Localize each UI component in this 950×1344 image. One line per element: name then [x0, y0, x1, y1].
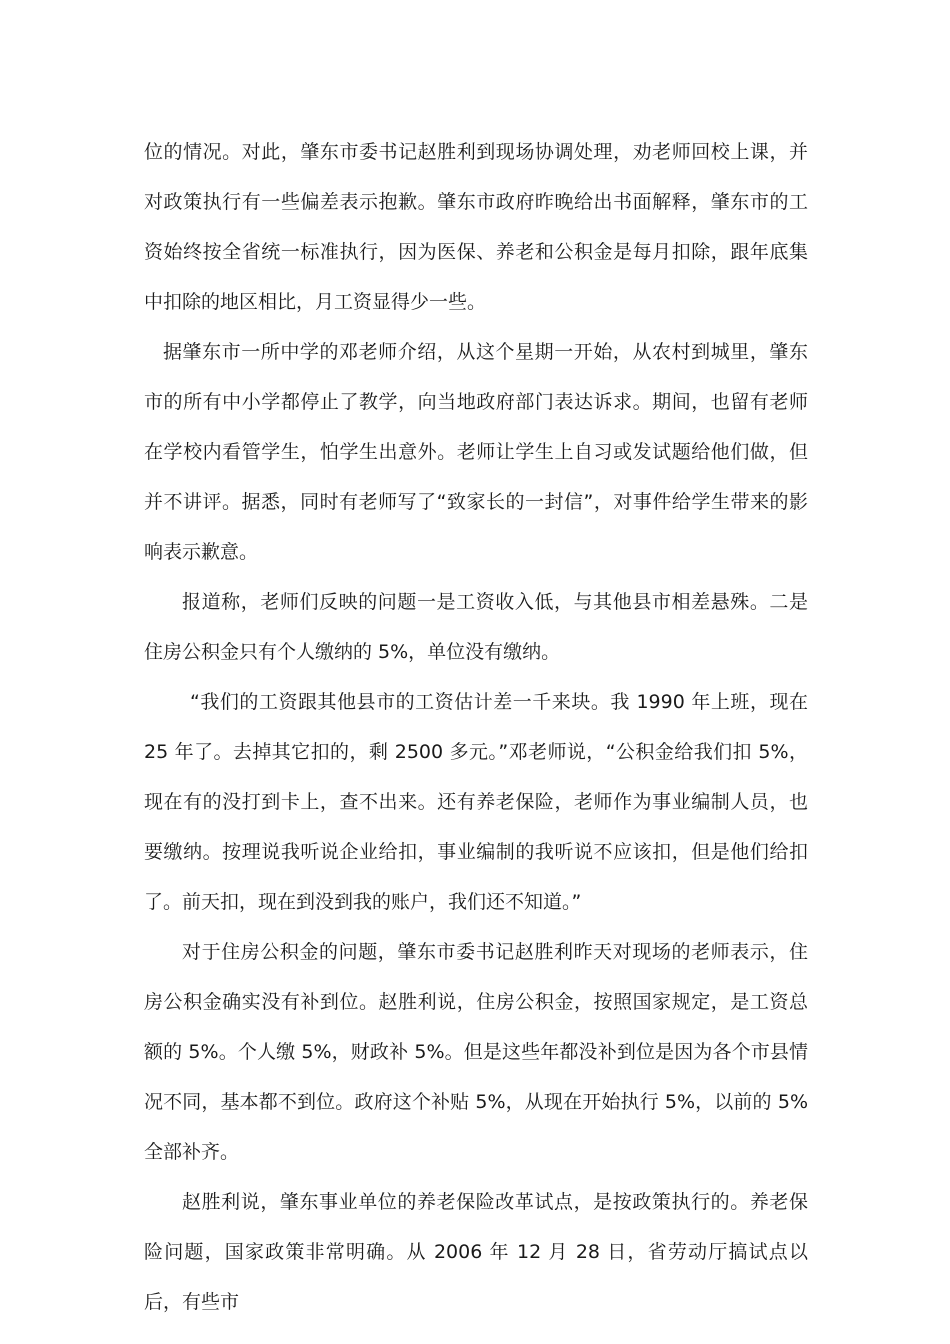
- paragraph-1: 位的情况。对此，肇东市委书记赵胜利到现场协调处理，劝老师回校上课，并对政策执行有一些偏差表示抱歉。肇东市政府昨晚给出书面解释，肇东市的工资始终按全省统一标准执行，因为医保、养老和公积金是每月扣除，跟年底集中扣除的地区相比，月工资显得少一些。: [144, 141, 808, 313]
- paragraph-5: 对于住房公积金的问题，肇东市委书记赵胜利昨天对现场的老师表示，住房公积金确实没有补到位。赵胜利说，住房公积金，按照国家规定，是工资总额的 5%。个人缴 5%，财政补 5%。但是这些年都没补到位是因为各个市县情况不同，基本都不到位。政府这个补贴 5%，从现在开始执行 5%，以前的 5%全部补齐。: [144, 941, 808, 1163]
- document-body: [144, 127, 808, 1327]
- paragraph-2: 据肇东市一所中学的邓老师介绍，从这个星期一开始，从农村到城里，肇东市的所有中小学都停止了教学，向当地政府部门表达诉求。期间，也留有老师在学校内看管学生，怕学生出意外。老师让学生上自习或发试题给他们做，但并不讲评。据悉，同时有老师写了“致家长的一封信”，对事件给学生带来的影响表示歉意。: [144, 341, 808, 563]
- paragraph-4: “我们的工资跟其他县市的工资估计差一千来块。我 1990 年上班，现在 25 年了。去掉其它扣的，剩 2500 多元。”邓老师说，“公积金给我们扣 5%，现在有的没打到卡上，查不出来。还有养老保险，老师作为事业编制人员，也要缴纳。按理说我听说企业给扣，事业编制的我听说不应该扣，但是他们给扣了。前天扣，现在到没到我的账户，我们还不知道。”: [144, 691, 808, 913]
- paragraph-3: 报道称，老师们反映的问题一是工资收入低，与其他县市相差悬殊。二是住房公积金只有个人缴纳的 5%，单位没有缴纳。: [144, 591, 808, 663]
- paragraph-6: 赵胜利说，肇东事业单位的养老保险改革试点，是按政策执行的。养老保险问题，国家政策非常明确。从 2006 年 12 月 28 日，省劳动厅搞试点以后，有些市: [144, 1191, 808, 1313]
